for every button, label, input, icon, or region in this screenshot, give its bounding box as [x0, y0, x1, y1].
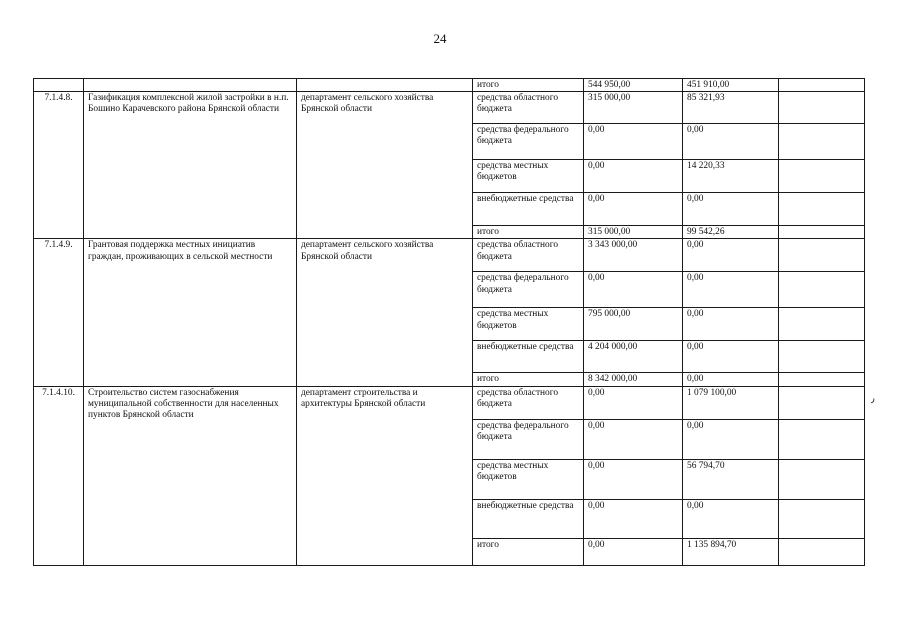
source-cell: средства областного бюджета — [473, 92, 584, 124]
measure-title-cell — [84, 79, 297, 92]
measure-executor: департамент строительства и архитектуры Брянской области — [297, 386, 473, 565]
measure-title: Газификация комплексной жилой застройки в н.п. Бошино Карачевского района Брянской области — [84, 92, 297, 239]
source-cell: средства местных бюджетов — [473, 459, 584, 499]
measure-executor: департамент сельского хозяйства Брянской области — [297, 92, 473, 239]
source-cell: итого — [473, 79, 584, 92]
value-1-cell: 0,00 — [584, 386, 683, 419]
source-cell: итого — [473, 538, 584, 565]
source-cell: средства местных бюджетов — [473, 308, 584, 341]
value-3-cell — [779, 373, 865, 386]
source-cell: средства местных бюджетов — [473, 160, 584, 193]
measure-code: 7.1.4.8. — [34, 92, 84, 239]
value-3-cell — [779, 193, 865, 226]
value-3-cell — [779, 79, 865, 92]
value-2-cell: 1 135 894,70 — [683, 538, 779, 565]
source-cell: средства областного бюджета — [473, 239, 584, 272]
value-3-cell — [779, 419, 865, 459]
source-cell: средства федерального бюджета — [473, 419, 584, 459]
value-2-cell: 0,00 — [683, 124, 779, 160]
value-3-cell — [779, 499, 865, 538]
measure-code: 7.1.4.9. — [34, 239, 84, 386]
value-1-cell: 4 204 000,00 — [584, 341, 683, 373]
value-2-cell: 85 321,93 — [683, 92, 779, 124]
value-3-cell — [779, 272, 865, 308]
source-cell: внебюджетные средства — [473, 193, 584, 226]
carry-over-row — [34, 79, 865, 92]
value-2-cell: 56 794,70 — [683, 459, 779, 499]
value-1-cell: 315 000,00 — [584, 226, 683, 239]
value-3-cell — [779, 459, 865, 499]
measure-code: 7.1.4.10. — [34, 386, 84, 565]
value-3-cell — [779, 341, 865, 373]
value-1-cell: 0,00 — [584, 459, 683, 499]
value-1-cell: 315 000,00 — [584, 92, 683, 124]
value-3-cell — [779, 226, 865, 239]
value-3-cell — [779, 386, 865, 419]
value-2-cell: 0,00 — [683, 193, 779, 226]
value-2-cell: 0,00 — [683, 341, 779, 373]
value-1-cell: 0,00 — [584, 419, 683, 459]
table-row — [34, 92, 865, 124]
source-cell: внебюджетные средства — [473, 499, 584, 538]
page-number: 24 — [433, 31, 447, 46]
value-1-cell: 544 950,00 — [584, 79, 683, 92]
value-1-cell: 795 000,00 — [584, 308, 683, 341]
value-2-cell: 99 542,26 — [683, 226, 779, 239]
value-3-cell — [779, 124, 865, 160]
source-cell: внебюджетные средства — [473, 341, 584, 373]
source-cell: итого — [473, 373, 584, 386]
table-row — [34, 239, 865, 272]
value-2-cell: 0,00 — [683, 373, 779, 386]
value-1-cell: 3 343 000,00 — [584, 239, 683, 272]
value-2-cell: 451 910,00 — [683, 79, 779, 92]
code-cell — [34, 79, 84, 92]
value-3-cell — [779, 160, 865, 193]
value-2-cell: 0,00 — [683, 272, 779, 308]
measure-executor: департамент сельского хозяйства Брянской области — [297, 239, 473, 386]
value-1-cell: 0,00 — [584, 124, 683, 160]
value-1-cell: 0,00 — [584, 193, 683, 226]
value-3-cell — [779, 538, 865, 565]
value-3-cell — [779, 239, 865, 272]
value-1-cell: 0,00 — [584, 272, 683, 308]
measure-title: Строительство систем газоснабжения муниципальной собственности для населенных пунктов Брянской области — [84, 386, 297, 565]
source-cell: итого — [473, 226, 584, 239]
value-2-cell: 0,00 — [683, 499, 779, 538]
budget-table-body — [34, 79, 865, 566]
value-2-cell: 1 079 100,00 — [683, 386, 779, 419]
measure-title: Грантовая поддержка местных инициатив граждан, проживающих в сельской местности — [84, 239, 297, 386]
value-2-cell: 0,00 — [683, 419, 779, 459]
value-1-cell: 0,00 — [584, 160, 683, 193]
value-2-cell: 0,00 — [683, 239, 779, 272]
value-2-cell: 14 220,33 — [683, 160, 779, 193]
source-cell: средства федерального бюджета — [473, 124, 584, 160]
source-cell: средства областного бюджета — [473, 386, 584, 419]
executor-cell — [297, 79, 473, 92]
margin-mark: ٫ — [871, 393, 875, 405]
table-row — [34, 386, 865, 419]
value-3-cell — [779, 308, 865, 341]
source-cell: средства федерального бюджета — [473, 272, 584, 308]
value-1-cell: 8 342 000,00 — [584, 373, 683, 386]
value-1-cell: 0,00 — [584, 499, 683, 538]
value-3-cell — [779, 92, 865, 124]
value-1-cell: 0,00 — [584, 538, 683, 565]
value-2-cell: 0,00 — [683, 308, 779, 341]
budget-table — [33, 78, 865, 566]
